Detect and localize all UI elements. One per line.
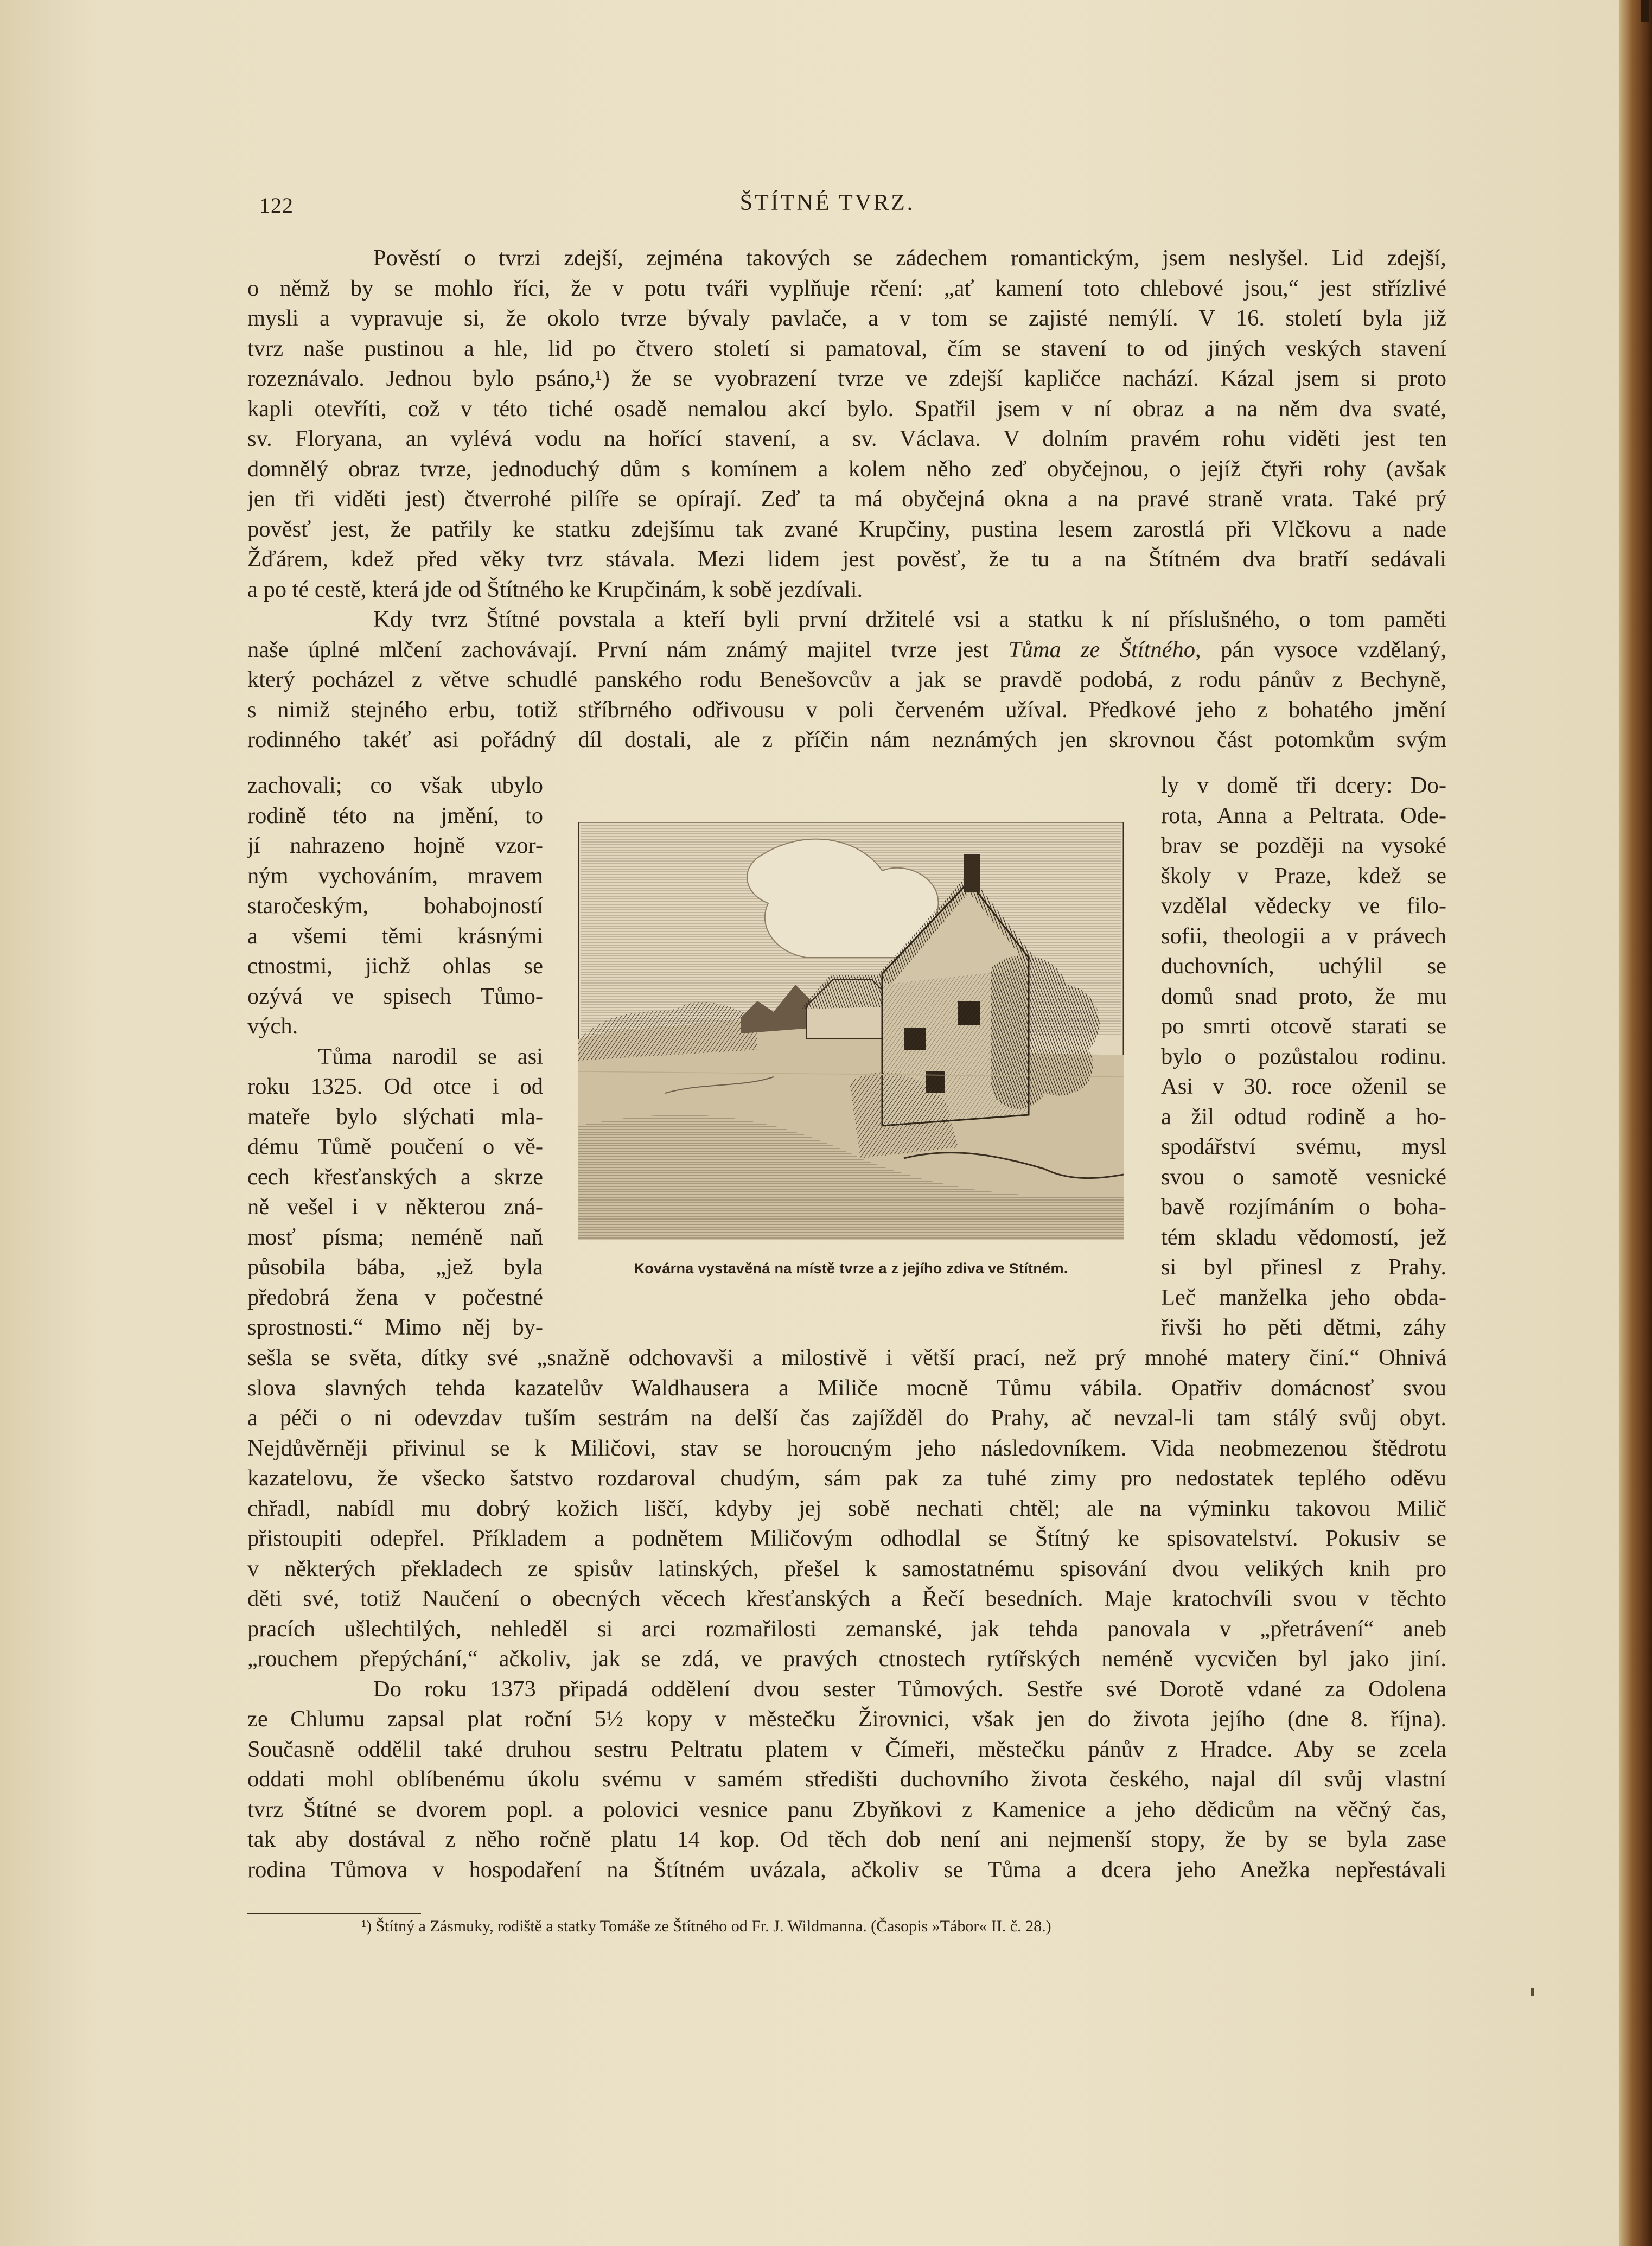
text-line: si byl přinesl z Prahy. bbox=[1161, 1254, 1446, 1280]
text-line: jí nahrazeno hojně vzor- bbox=[247, 833, 543, 858]
text-line: tvrz Štítné se dvorem popl. a polovici vesnice panu Zbyňkovi z Kamenice a jeho dědicům na věčný čas, bbox=[247, 1796, 1446, 1822]
running-head: ŠTÍTNÉ TVRZ. bbox=[739, 190, 915, 215]
text-line: tak aby dostával z něho ročně platu 14 kop. Od těch dob není ani nejmenší stopy, že by se byla zase bbox=[247, 1827, 1446, 1852]
text-span: , pán vysoce vzdělaný, bbox=[1195, 636, 1446, 662]
text-line: a péči o ni odevzdav tuším sestrám na delší čas zajížděl do Prahy, ač nevzal-li tam stálý svůj obyt. bbox=[247, 1405, 1446, 1431]
right-column bbox=[1161, 770, 1446, 1343]
text-line: domů snad proto, že mu bbox=[1161, 983, 1446, 1009]
bottom-paragraphs bbox=[247, 1343, 1446, 1885]
text-line: Kdy tvrz Štítné povstala a kteří byli první držitelé vsi a statku k ní příslušného, o tom paměti bbox=[373, 607, 1446, 632]
text-line: vých. bbox=[247, 1013, 298, 1039]
forge-engraving bbox=[578, 822, 1124, 1240]
text-line: a po té cestě, která jde od Štítného ke Krupčinám, k sobě jezdívali. bbox=[247, 576, 863, 602]
text-line: bavě rozjímáním o boha- bbox=[1161, 1194, 1446, 1220]
text-line: tvrz naše pustinou a hle, lid po čtvero století si pamatoval, čím se stavení to od jiných veských stavení bbox=[247, 335, 1446, 361]
text-line: pověsť jest, že patřily ke statku zdejšímu tak zvané Krupčiny, pustina lesem zarostlá při Vlčkovu a nade bbox=[247, 516, 1446, 542]
text-line: po smrti otcově starati se bbox=[1161, 1013, 1446, 1039]
text-line: Leč manželka jeho obda- bbox=[1161, 1284, 1446, 1310]
text-line: děti své, totiž Naučení o obecných věcech křesťanských a Řečí besedních. Maje kratochvíli svou v těchto bbox=[247, 1586, 1446, 1611]
text-line: pracích ušlechtilých, nehleděl si arci rozmařilosti zemanské, jak tehda panovala v „přetrávení“ aneb bbox=[247, 1616, 1446, 1642]
text-line: brav se později na vysoké bbox=[1161, 833, 1446, 858]
text-line: roku 1325. Od otce i od bbox=[247, 1074, 543, 1099]
text-line: zachovali; co však ubylo bbox=[247, 773, 543, 798]
text-line: v některých překladech ze spisův latinských, přešel k samostatnému spisování dvou velikých knih pro bbox=[247, 1555, 1446, 1581]
text-line: přistoupiti odepřel. Příkladem a podnětem Miličovým odhodlal se Štítný ke spisovatelství. Pokusiv se bbox=[247, 1526, 1446, 1551]
edge-mark bbox=[1641, 0, 1649, 22]
text-line: mateře bylo slýchati mla- bbox=[247, 1103, 543, 1130]
page-speck bbox=[1531, 1988, 1534, 1996]
text-line: mosť písma; neméně naň bbox=[247, 1224, 543, 1250]
text-line: rodině této na jmění, to bbox=[247, 802, 543, 828]
figure bbox=[578, 822, 1124, 1277]
left-column bbox=[247, 770, 543, 1343]
text-line: sprostnosti.“ Mimo něj by- bbox=[247, 1315, 543, 1340]
text-line: jen tři viděti jest) čtverrohé pilíře se opírají. Zeď ta má obyčejná okna a na pravé straně vrata. Také prý bbox=[247, 486, 1446, 512]
text-line: mysli a vypravuje si, že okolo tvrze bývaly pavlače, a v tom se zajisté nemýlí. V 16. století byla již bbox=[247, 305, 1446, 331]
footnote-rule bbox=[247, 1913, 421, 1914]
text-line: Tůma narodil se asi bbox=[318, 1043, 543, 1069]
text-line: bylo o pozůstalou rodinu. bbox=[1161, 1043, 1446, 1069]
person-name: Tůma ze Štítného bbox=[1008, 636, 1196, 662]
text-line: cech křesťanských a skrze bbox=[247, 1164, 543, 1190]
text-line: rodina Tůmova v hospodaření na Štítném uvázala, ačkoliv se Tůma a dcera jeho Anežka nepřestávali bbox=[247, 1856, 1446, 1883]
text-line: „rouchem přepýchání,“ ačkoliv, jak se zdá, ve pravých ctnostech rytířských neméně vycvičen byl jako jiní. bbox=[247, 1646, 1446, 1671]
text-line: kazatelovu, že všecko šatstvo rozdaroval chudým, sám pak za tuhé zimy pro nedostatek teplého oděvu bbox=[247, 1465, 1446, 1491]
text-line: o němž by se mohlo říci, že v potu tváři vyplňuje rčení: „ať kamení toto chlebové jsou,“ jest střízlivé bbox=[247, 275, 1446, 301]
text-line: Do roku 1373 připadá oddělení dvou sester Tůmových. Sestře své Dorotě vdané za Odolena bbox=[373, 1676, 1446, 1702]
text-line: duchovních, uchýlil se bbox=[1161, 953, 1446, 979]
text-line: ně vešel i v některou zná- bbox=[247, 1194, 543, 1220]
text-line: kapli otevříti, což v této tiché osadě nemalou akcí bylo. Spatřil jsem v ní obraz a na něm dva svaté, bbox=[247, 395, 1446, 422]
text-line: tém skladu vědomostí, jež bbox=[1161, 1224, 1446, 1250]
text-line: ctnostmi, jichž ohlas se bbox=[247, 953, 543, 979]
text-line: který pocházel z větve schudlé panského rodu Benešovcův a jak se pravdě podobá, z rodu pánův z Bechyně, bbox=[247, 667, 1446, 692]
text-line: domnělý obraz tvrze, jednoduchý dům s komínem a kolem něho zeď obyčejnou, o jejíž čtyři rohy (avšak bbox=[247, 456, 1446, 482]
text-line: vzdělal vědecky ve filo- bbox=[1161, 893, 1446, 918]
figure-caption: Kovárna vystavěná na místě tvrze a z jejího zdiva ve Stítném. bbox=[634, 1260, 1068, 1277]
text-line: ly v domě tři dcery: Do- bbox=[1161, 773, 1446, 798]
text-line: rota, Anna a Peltrata. Ode- bbox=[1161, 802, 1446, 828]
text-line-with-name bbox=[247, 635, 1446, 665]
text-line: rozeznávalo. Jednou bylo psáno,¹) že se vyobrazení tvrze ve zdejší kapličce nachází. Kázal jsem si proto bbox=[247, 366, 1446, 391]
text-line: sešla se světa, dítky své „snažně odchovavši a milostivě i větší prací, než prý mnohé matery činí.“ Ohnivá bbox=[247, 1345, 1446, 1370]
text-line: předobrá žena v počestné bbox=[247, 1284, 543, 1310]
text-line: Současně oddělil také druhou sestru Peltratu platem v Čímeři, městečku pánův z Hradce. Aby se zcela bbox=[247, 1736, 1446, 1762]
text-span: naše úplné mlčení zachovávají. První nám známý majitel tvrze jest bbox=[247, 636, 989, 662]
text-line: sv. Floryana, an vylévá vodu na hořící stavení, a sv. Václava. V dolním pravém rohu viděti jest ten bbox=[247, 426, 1446, 451]
page-number: 122 bbox=[259, 193, 294, 218]
text-line: ným vychováním, mravem bbox=[247, 863, 543, 889]
text-line: oddati mohl oblíbenému úkolu svému v samém středišti duchovního života českého, najal díl svůj vlastní bbox=[247, 1766, 1446, 1792]
text-line: Pověstí o tvrzi zdejší, zejména takových se zádechem romantickým, jsem neslyšel. Lid zdejší, bbox=[373, 245, 1446, 271]
text-line: Žďárem, kdež před věky tvrz stávala. Mezi lidem jest pověsť, že tu a na Štítném dva bratří sedávali bbox=[247, 546, 1446, 572]
text-line: řivši ho pěti dětmi, záhy bbox=[1161, 1315, 1446, 1340]
text-line: a všemi těmi krásnými bbox=[247, 923, 543, 949]
text-line: působila bába, „jež byla bbox=[247, 1254, 543, 1280]
footnote: ¹) Štítný a Zásmuky, rodiště a statky Tomáše ze Štítného od Fr. J. Wildmanna. (Časopis »Tábor« II. č. 28.) bbox=[361, 1917, 1051, 1935]
text-line: s nimiž stejného erbu, totiž stříbrného odřivousu v poli červeném užíval. Předkové jeho z bohatého jmění bbox=[247, 697, 1446, 723]
text-line: Asi v 30. roce oženil se bbox=[1161, 1074, 1446, 1099]
text-line: ozývá ve spisech Tůmo- bbox=[247, 983, 543, 1009]
top-paragraphs bbox=[247, 243, 1446, 755]
text-line: dému Tůmě poučení o vě- bbox=[247, 1134, 543, 1159]
text-line: chřadl, nabídl mu dobrý kožich liščí, kdyby jej sobě nechati chtěl; ale na výminku takovou Milič bbox=[247, 1495, 1446, 1521]
text-line: a žil odtud rodině a ho- bbox=[1161, 1103, 1446, 1130]
text-line: sofii, theologii a v právech bbox=[1161, 923, 1446, 949]
text-line: Nejdůvěrněji přivinul se k Miličovi, stav se horoucným jeho následovníkem. Vida neobmezenou štědrotu bbox=[247, 1435, 1446, 1461]
text-line: ze Chlumu zapsal plat roční 5½ kopy v městečku Žirovnici, však jen do života jejího (dne 8. října). bbox=[247, 1706, 1446, 1732]
text-line: spodářství svému, mysl bbox=[1161, 1134, 1446, 1159]
book-edge bbox=[1619, 0, 1652, 2246]
text-line: svou o samotě vesnické bbox=[1161, 1164, 1446, 1190]
text-line: slova slavných tehda kazatelův Waldhausera a Miliče mocně Tůmu vábila. Opatřiv domácnosť svou bbox=[247, 1375, 1446, 1401]
text-line: rodinného takéť asi pořádný díl dostali, ale z příčin nám neznámých jen skrovnou část potomkům svým bbox=[247, 727, 1446, 752]
text-line: školy v Praze, kdež se bbox=[1161, 863, 1446, 889]
text-line: staročeským, bohabojností bbox=[247, 893, 543, 918]
